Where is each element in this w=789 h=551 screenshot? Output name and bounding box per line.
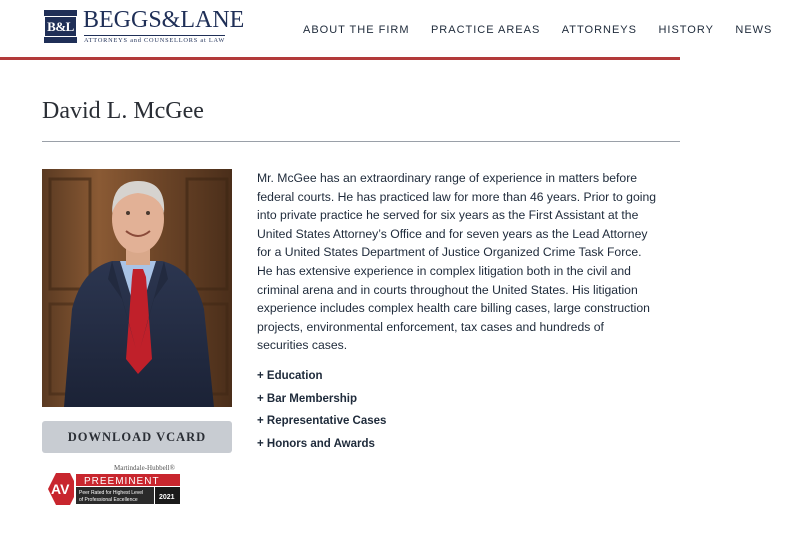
page-title: David L. McGee (42, 98, 204, 124)
logo-name: BEGGS&LANE (83, 7, 245, 33)
nav-practice-areas[interactable]: PRACTICE AREAS (430, 24, 541, 36)
firm-logo[interactable] (44, 7, 245, 46)
download-vcard-button[interactable]: DOWNLOAD VCARD (42, 421, 232, 453)
title-divider (42, 141, 680, 142)
badge-desc-line2: of Professional Excellence (79, 497, 138, 503)
main-nav (303, 20, 789, 38)
logo-tagline: ATTORNEYS and COUNSELLORS at LAW (84, 37, 226, 44)
logo-monogram: B&L (44, 10, 77, 43)
badge-desc-line1: Peer Rated for Highest Level (79, 490, 144, 496)
badge-year: 2021 (159, 494, 175, 501)
nav-news[interactable]: NEWS (735, 24, 773, 36)
attorney-portrait-image (42, 169, 232, 407)
bio-sections-accordion (257, 368, 386, 458)
section-bar-membership-toggle[interactable]: + Bar Membership (257, 392, 358, 405)
attorney-bio (257, 169, 657, 355)
nav-history[interactable]: HISTORY (658, 24, 714, 36)
site-header (0, 0, 773, 57)
section-education-toggle[interactable]: + Education (257, 370, 323, 382)
header-accent-rule (0, 57, 680, 60)
nav-attorneys[interactable]: ATTORNEYS (561, 24, 637, 36)
badge-rating: PREEMINENT (84, 476, 160, 487)
martindale-av-preeminent-badge (42, 463, 182, 508)
nav-about-the-firm[interactable]: ABOUT THE FIRM (303, 24, 410, 36)
bio-paragraph: Mr. McGee has an extraordinary range of experience in matters before federal courts. He has practiced law for more than 46 years. Prior to going into private practice he served for six years as the First Assistant at the United States Attorney’s Office and for seven years as the Lead Attorney for a United States Department of Justice Organized Crime Task Force. He has extensive experience in complex litigation both in the civil and criminal arena and in courts throughout the United States. His litigation experience includes complex health care billing cases, large construction projects, environmental enforcement, tax cases and hundreds of securities cases. (257, 171, 656, 353)
section-honors-awards-toggle[interactable]: + Honors and Awards (257, 437, 375, 450)
section-representative-cases-toggle[interactable]: + Representative Cases (257, 415, 387, 428)
badge-publisher: Martindale-Hubbell® (114, 464, 175, 472)
badge-mark: AV (51, 481, 70, 497)
